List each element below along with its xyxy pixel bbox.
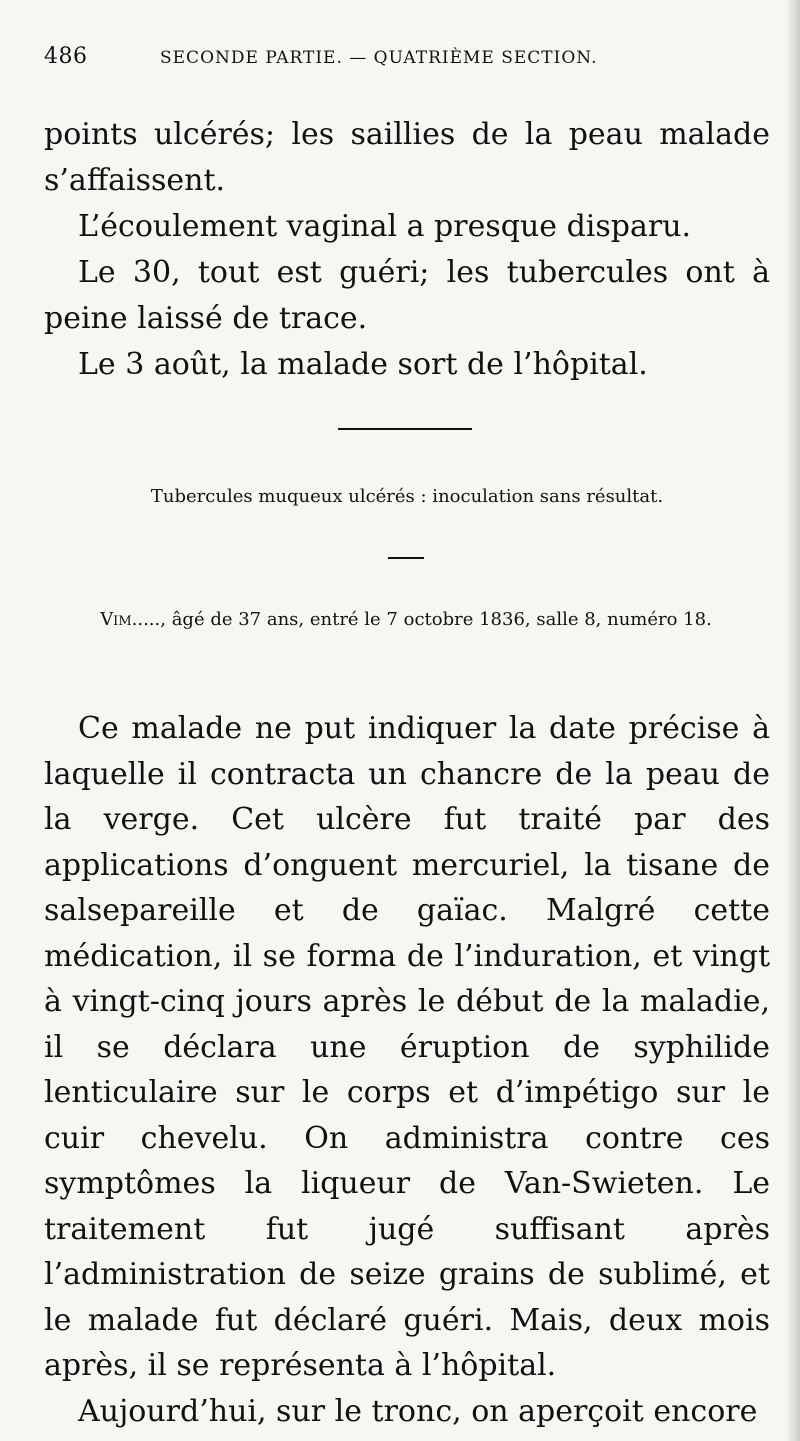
running-title: SECONDE PARTIE. — QUATRIÈME SECTION. <box>160 48 598 68</box>
case-info <box>76 604 736 636</box>
patient-details: âgé de 37 ans, entré le 7 octobre 1836, salle 8, numéro 18. <box>165 609 712 630</box>
paragraph-today: Aujourd’hui, sur le tronc, on aperçoit encore <box>78 1393 758 1429</box>
page-number: 486 <box>44 44 88 69</box>
page-binding-shadow <box>786 0 800 1441</box>
paragraph-leaves-hospital: Le 3 août, la malade sort de l’hôpital. <box>78 347 648 382</box>
paragraph-discharge: L’écoulement vaginal a presque disparu. <box>78 209 692 244</box>
top-text-block <box>44 112 770 388</box>
paragraph-continuation: points ulcérés; les saillies de la peau malade s’affaissent. <box>44 117 770 198</box>
paragraph-healed: Le 30, tout est guéri; les tubercules ont à peine laissé de trace. <box>44 255 770 336</box>
patient-name: Vim....., <box>100 609 166 630</box>
paragraph-case-history: Ce malade ne put indiquer la date précise à laquelle il contracta un chancre de la peau de la verge. Cet ulcère fut traité par des applications d’onguent mercuriel, la tisane de salsepareille et de gaïac. Malgré cette médication, il se forma de l’induration, et vingt à vingt-cinq jours après le début de la maladie, il se déclara une éruption de syphilide lenticulaire sur le corps et d’impétigo sur le cuir chevelu. On administra contre ces symptômes la liqueur de Van-Swieten. Le traitement fut jugé suffisant après l’administration de seize grains de sublimé, et le malade fut déclaré guéri. Mais, deux mois après, il se représenta à l’hôpital. <box>44 711 770 1383</box>
case-text-block <box>44 706 770 1434</box>
section-divider-rule <box>338 428 472 430</box>
case-heading: Tubercules muqueux ulcérés : inoculation sans résultat. <box>150 486 664 507</box>
short-divider-rule <box>388 557 424 559</box>
